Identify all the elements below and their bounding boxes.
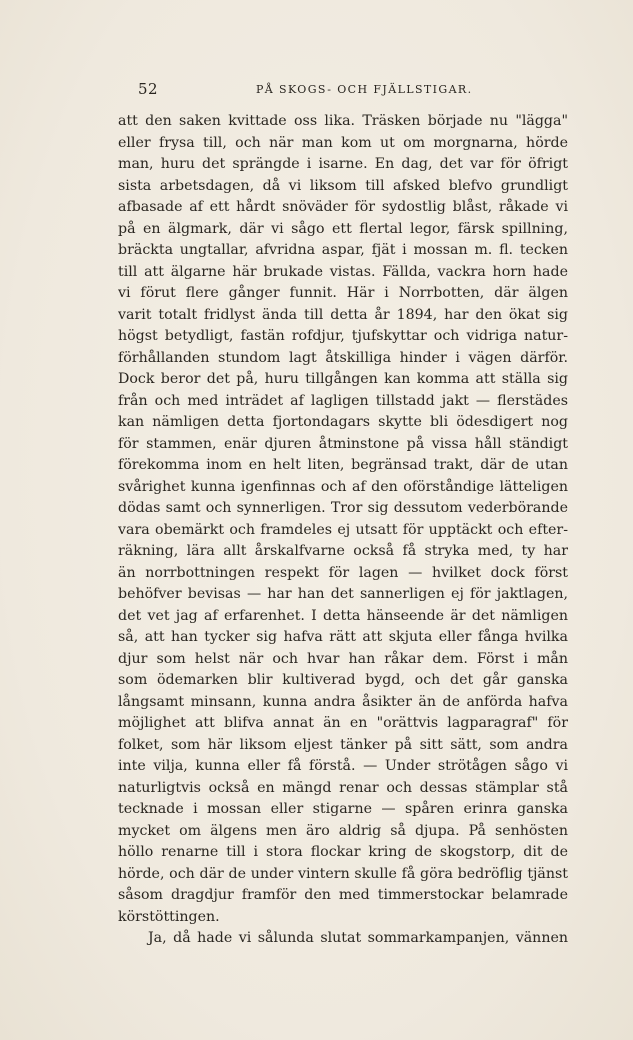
body-text (118, 111, 568, 950)
text-line: så, att han tycker sig hafva rätt att skjuta eller fånga hvilka (118, 629, 568, 645)
text-line: man, huru det sprängde i isarne. En dag, det var för öfrigt (118, 156, 568, 172)
text-line: att den saken kvittade oss lika. Träsken började nu "lägga" (118, 113, 568, 129)
text-line: för stammen, enär djuren åtminstone på vissa håll ständigt (118, 435, 568, 452)
text-line: hörde, och där de under vintern skulle få göra bedröflig tjänst (118, 865, 568, 882)
text-line: dödas samt och synnerligen. Tror sig dessutom vederbörande (118, 500, 568, 516)
text-line: det vet jag af erfarenhet. I detta hänseende är det nämligen (118, 607, 568, 624)
text-line: högst betydligt, fastän rofdjur, tjufskyttar och vidriga natur- (118, 328, 568, 344)
text-line: behöfver bevisas — har han det sannerligen ej för jaktlagen, (118, 586, 568, 602)
text-line: på en älgmark, där vi sågo ett flertal legor, färsk spillning, (118, 220, 568, 237)
text-line: förekomma inom en helt liten, begränsad trakt, där de utan (118, 457, 568, 473)
text-line: långsamt minsann, kunna andra åsikter än de anförda hafva (118, 693, 568, 710)
text-line: körstöttingen. (118, 908, 220, 925)
text-line: eller frysa till, och när man kom ut om morgnarna, hörde (118, 134, 568, 151)
text-line: tecknade i mossan eller stigarne — spåren erinra ganska (118, 801, 568, 817)
text-line: Ja, då hade vi sålunda slutat sommarkampanjen, vännen (148, 930, 568, 946)
text-line: räkning, lära allt årskalfvarne också få stryka med, ty har (118, 543, 568, 559)
text-line: Dock beror det på, huru tillgången kan komma att ställa sig (118, 371, 568, 387)
text-line: naturligtvis också en mängd renar och dessas stämplar stå (118, 779, 568, 796)
text-line: från och med inträdet af lagligen tillstadd jakt — flerstädes (118, 392, 568, 409)
text-line: som ödemarken blir kultiverad bygd, och det går ganska (118, 672, 568, 688)
text-line: folket, som här liksom eljest tänker på sitt sätt, som andra (118, 736, 568, 753)
text-line: höllo renarne till i stora flockar kring de skogstorp, dit de (118, 844, 568, 860)
text-line: såsom dragdjur framför den med timmerstockar belamrade (118, 887, 568, 903)
text-line: möjlighet att blifva annat än en "orättvis lagparagraf" för (118, 715, 568, 731)
text-line: vara obemärkt och framdeles ej utsatt för upptäckt och efter- (118, 521, 568, 538)
text-line: svårighet kunna igenfinnas och af den oförståndige lätteligen (118, 478, 568, 495)
text-line: inte vilja, kunna eller få förstå. — Under strötågen sågo vi (118, 758, 568, 774)
text-line: sista arbetsdagen, då vi liksom till afsked blefvo grundligt (118, 177, 568, 194)
running-head (138, 80, 570, 100)
text-line: än norrbottningen respekt för lagen — hvilket dock först (118, 564, 568, 581)
text-line: bräckta ungtallar, afvridna aspar, fjät i mossan m. fl. tecken (118, 242, 568, 258)
text-line: vi förut flere gånger funnit. Här i Norrbotten, där älgen (118, 285, 568, 301)
text-line: mycket om älgens men äro aldrig så djupa. På senhösten (118, 822, 568, 839)
text-line: djur som helst när och hvar han råkar dem. Först i mån (118, 650, 568, 667)
text-line: varit totalt fridlyst ända till detta år 1894, har den ökat sig (118, 306, 568, 323)
page-number: 52 (138, 80, 159, 98)
text-line: afbasade af ett hårdt snöväder för sydostlig blåst, råkade vi (118, 199, 568, 215)
text-line: till att älgarne här brukade vistas. Fällda, vackra horn hade (118, 263, 568, 280)
text-line: förhållanden stundom lagt åtskilliga hinder i vägen därför. (118, 349, 568, 366)
running-title: PÅ SKOGS- OCH FJÄLLSTIGAR. (256, 83, 473, 96)
text-line: kan nämligen detta fjortondagars skytte bli ödesdigert nog (118, 414, 568, 430)
